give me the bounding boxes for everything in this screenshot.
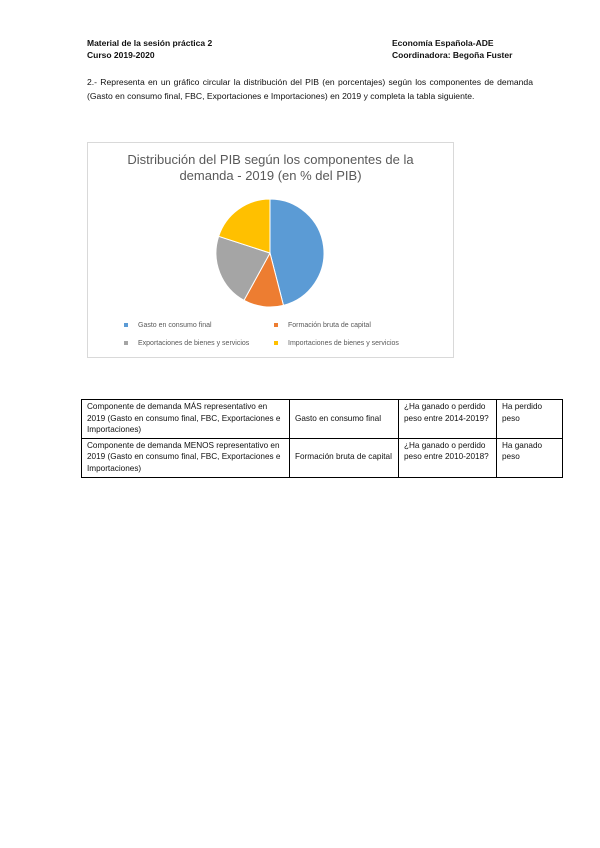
legend-swatch-import [274, 341, 278, 345]
question-text: 2.- Representa en un gráfico circular la distribución del PIB (en porcentajes) según los componentes de demanda (Gasto en consumo final, FBC, Exportaciones e Importaciones) en 2019 y completa la tabla siguiente. [87, 77, 533, 101]
chart-title-line1: Distribución del PIB según los componentes de la [127, 152, 414, 167]
table-cell-component: Componente de demanda MÁS representativo en 2019 (Gasto en consumo final, FBC, Exportaciones e Importaciones) [82, 400, 290, 439]
table-row [82, 438, 563, 477]
table-cell-answer: Formación bruta de capital [290, 438, 399, 477]
legend-label-fbc: Formación bruta de capital [288, 322, 371, 329]
table-cell-result: Ha perdido peso [497, 400, 563, 439]
header-material: Material de la sesión práctica 2 [87, 38, 213, 48]
table-row [82, 400, 563, 439]
table-cell-component: Componente de demanda MENOS representativo en 2019 (Gasto en consumo final, FBC, Exportaciones e Importaciones) [82, 438, 290, 477]
legend-item-import [274, 340, 399, 347]
header-course: Curso 2019-2020 [87, 50, 155, 60]
header-coordinator: Coordinadora: Begoña Fuster [392, 50, 513, 60]
legend-swatch-consumo [124, 323, 128, 327]
legend-swatch-fbc [274, 323, 278, 327]
legend-label-import: Importaciones de bienes y servicios [288, 340, 399, 347]
table-cell-result: Ha ganado peso [497, 438, 563, 477]
table-cell-answer: Gasto en consumo final [290, 400, 399, 439]
legend-label-consumo: Gasto en consumo final [138, 322, 212, 329]
legend-item-consumo [124, 322, 212, 329]
components-table [81, 399, 563, 478]
header-right [392, 37, 512, 61]
legend-item-export [124, 340, 249, 347]
pie-chart [87, 142, 454, 358]
legend-label-export: Exportaciones de bienes y servicios [138, 340, 250, 347]
header-subject: Economía Española-ADE [392, 38, 494, 48]
chart-title-line2: demanda - 2019 (en % del PIB) [179, 168, 362, 183]
table-cell-question: ¿Ha ganado o perdido peso entre 2010-2018? [399, 438, 497, 477]
table-cell-question: ¿Ha ganado o perdido peso entre 2014-2019? [399, 400, 497, 439]
legend-swatch-export [124, 341, 128, 345]
header-left [87, 37, 212, 61]
legend-item-fbc [274, 322, 371, 329]
